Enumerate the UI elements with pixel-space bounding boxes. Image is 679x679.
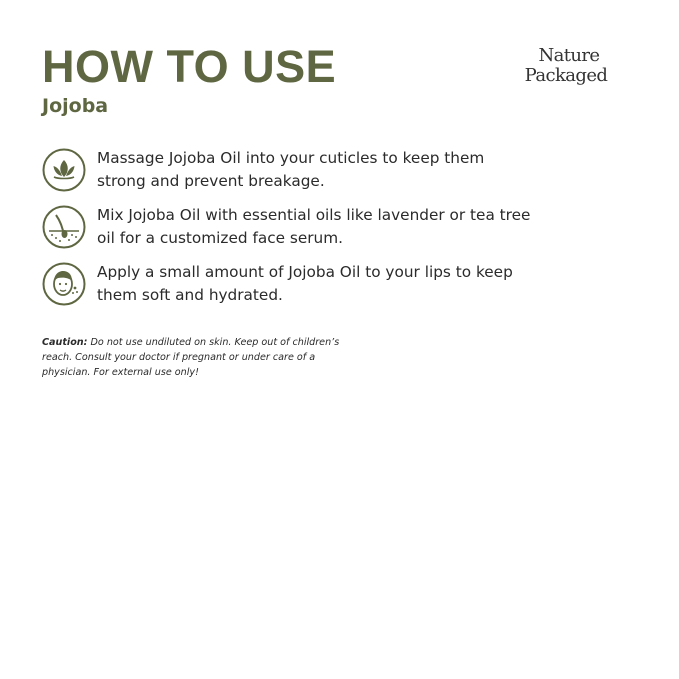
step-text: Mix Jojoba Oil with essential oils like lavender or tea tree oil for a customized face serum. <box>97 206 531 247</box>
page-subtitle: Jojoba <box>42 95 109 117</box>
step-text: Massage Jojoba Oil into your cuticles to keep them strong and prevent breakage. <box>97 149 485 190</box>
step-item <box>42 146 642 192</box>
page-title: HOW TO USE <box>42 41 337 92</box>
step-text: Apply a small amount of Jojoba Oil to your lips to keep them soft and hydrated. <box>97 263 513 304</box>
caution-label: Caution: <box>42 337 88 348</box>
lotus-icon <box>42 148 86 192</box>
caution-text: Do not use undiluted on skin. Keep out of children’s reach. Consult your doctor if pregnant or under care of a physician. For external use only! <box>42 337 340 378</box>
hair-follicle-icon <box>42 205 86 249</box>
logo-line-2: Packaged <box>524 65 608 86</box>
face-icon <box>42 262 86 306</box>
caution-note <box>42 335 352 380</box>
usage-steps <box>42 146 642 317</box>
step-item <box>42 260 642 306</box>
logo-line-1: Nature <box>538 45 600 66</box>
brand-logo <box>512 46 620 86</box>
step-item <box>42 203 642 249</box>
